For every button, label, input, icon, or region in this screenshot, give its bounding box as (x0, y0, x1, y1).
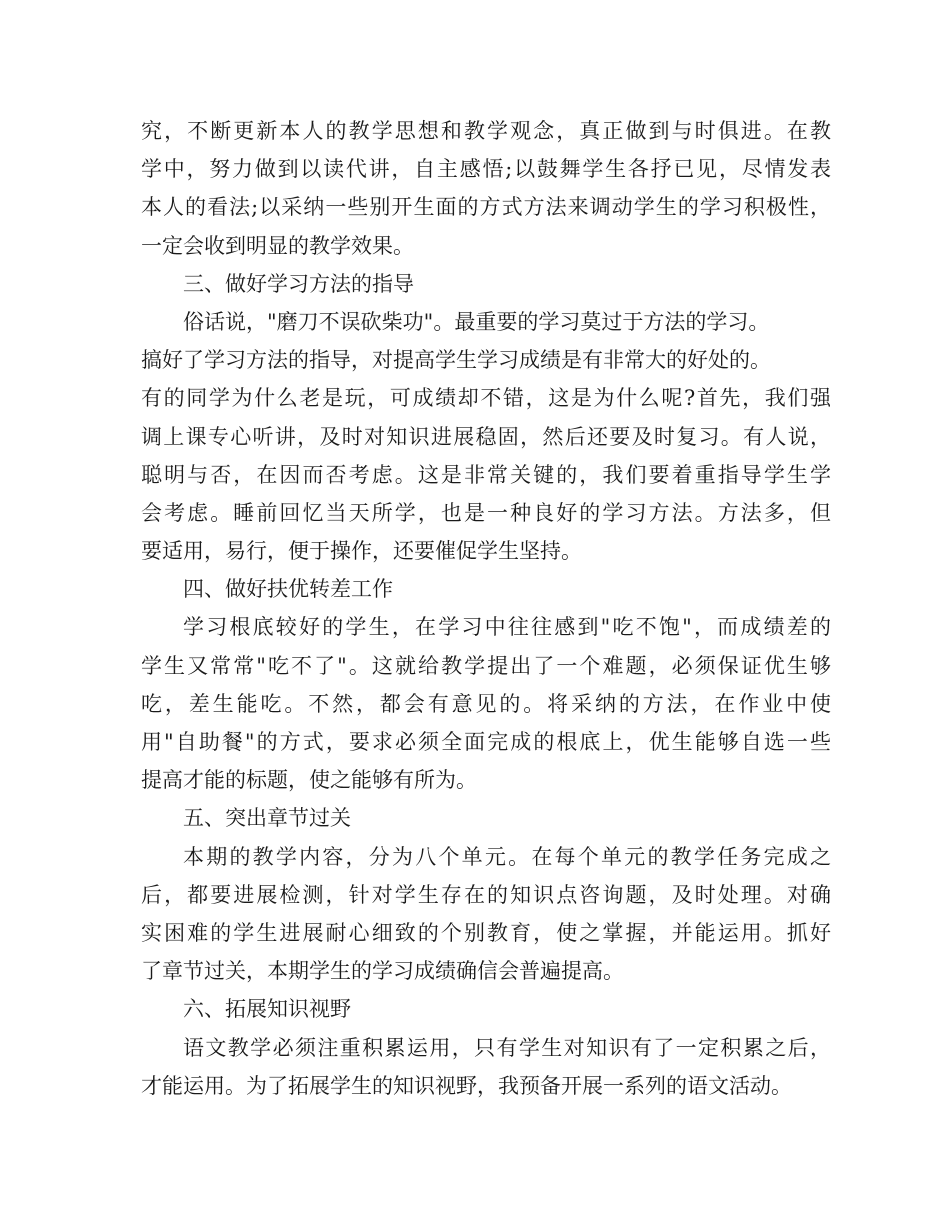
text-line: 提高才能的标题，使之能够有所为。 (141, 768, 477, 793)
text-line: 五、突出章节过关 (183, 806, 351, 831)
text-line: 六、拓展知识视野 (183, 997, 351, 1022)
text-line: 才能运用。为了拓展学生的知识视野，我预备开展一系列的语文活动。 (141, 1073, 792, 1098)
text-line: 调上课专心听讲，及时对知识进展稳固，然后还要及时复习。有人说， (141, 424, 831, 449)
text-line: 本人的看法;以采纳一些别开生面的方式方法来调动学生的学习积极性， (141, 195, 831, 220)
text-line: 搞好了学习方法的指导，对提高学生学习成绩是有非常大的好处的。 (141, 348, 771, 373)
text-line: 有的同学为什么老是玩，可成绩却不错，这是为什么呢?首先，我们强 (141, 386, 831, 411)
document-body (141, 112, 831, 1105)
text-line: 实困难的学生进展耐心细致的个别教育，使之掌握，并能运用。抓好 (141, 920, 831, 945)
text-line: 语文教学必须注重积累运用，只有学生对知识有了一定积累之后， (183, 1035, 831, 1060)
text-line: 学生又常常"吃不了"。这就给教学提出了一个难题，必须保证优生够 (141, 653, 831, 678)
text-line: 用"自助餐"的方式，要求必须全面完成的根底上，优生能够自选一些 (141, 730, 831, 754)
text-line: 俗话说，"磨刀不误砍柴功"。最重要的学习莫过于方法的学习。 (183, 309, 770, 334)
text-line: 本期的教学内容，分为八个单元。在每个单元的教学任务完成之 (183, 844, 831, 869)
text-line: 学习根底较好的学生，在学习中往往感到"吃不饱"，而成绩差的 (183, 615, 831, 640)
text-line: 一定会收到明显的教学效果。 (141, 233, 414, 258)
text-line: 吃，差生能吃。不然，都会有意见的。将采纳的方法，在作业中使 (141, 691, 831, 716)
text-line: 聪明与否，在因而否考虑。这是非常关键的，我们要着重指导学生学 (141, 462, 831, 487)
text-line: 会考虑。睡前回忆当天所学，也是一种良好的学习方法。方法多，但 (141, 500, 831, 525)
text-line: 三、做好学习方法的指导 (183, 271, 414, 296)
text-line: 了章节过关，本期学生的学习成绩确信会普遍提高。 (141, 959, 624, 984)
text-line: 四、做好扶优转差工作 (183, 577, 393, 602)
text-line: 学中，努力做到以读代讲，自主感悟;以鼓舞学生各抒已见，尽情发表 (141, 157, 831, 182)
text-line: 要适用，易行，便于操作，还要催促学生坚持。 (141, 539, 582, 564)
text-line: 究，不断更新本人的教学思想和教学观念，真正做到与时俱进。在教 (141, 119, 831, 143)
text-line: 后，都要进展检测，针对学生存在的知识点咨询题，及时处理。对确 (141, 882, 831, 907)
